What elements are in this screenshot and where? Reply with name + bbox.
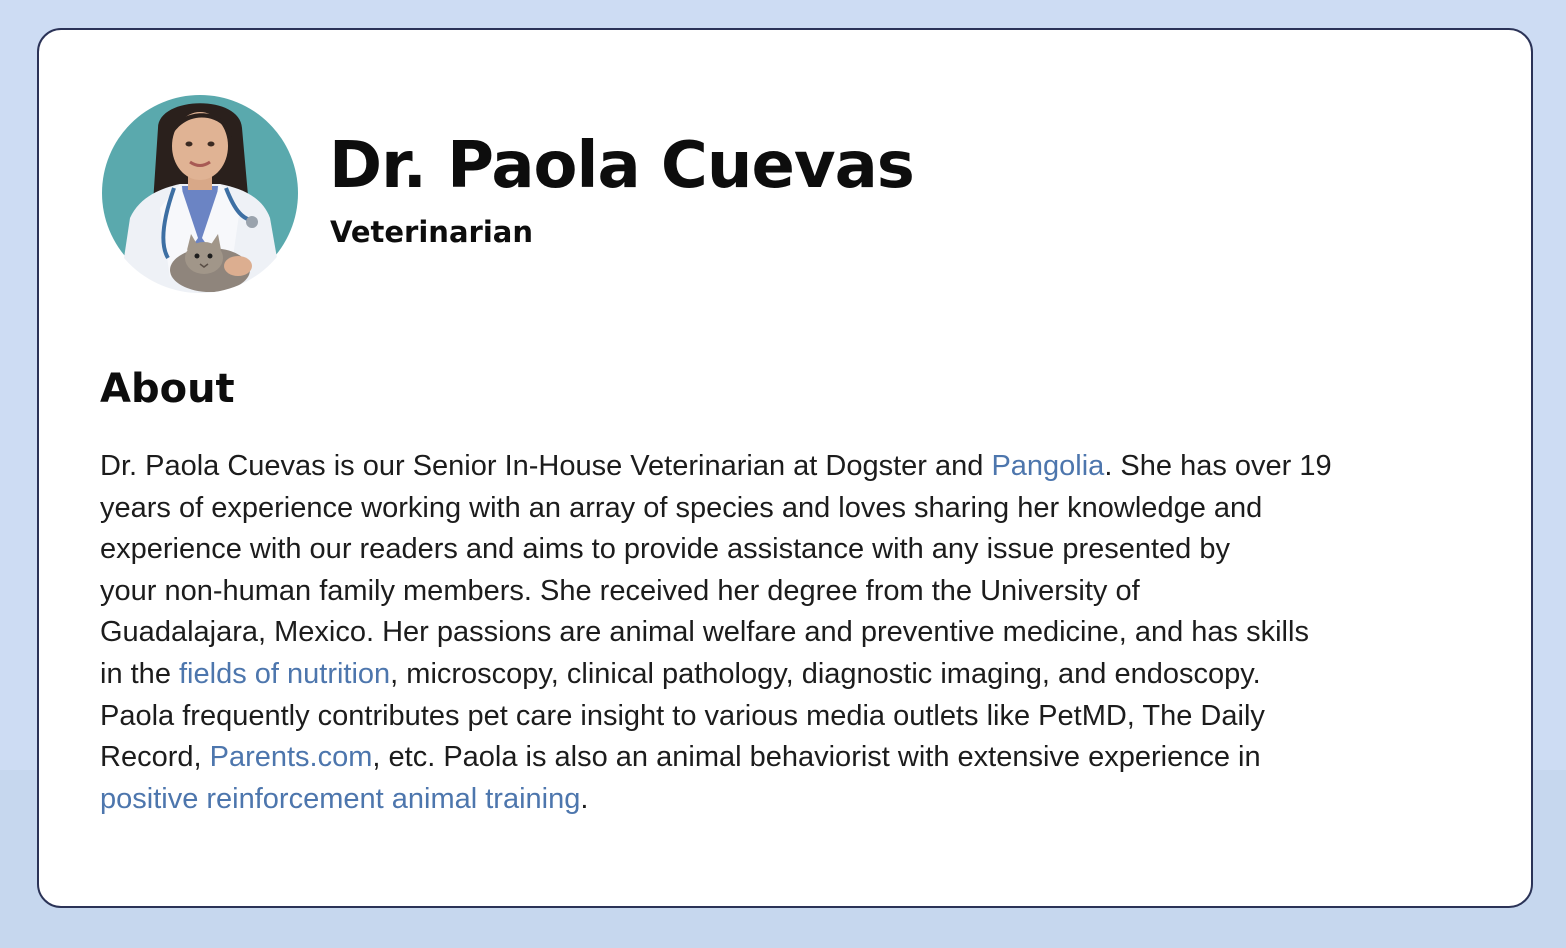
- about-heading: About: [100, 366, 235, 412]
- about-bio: [100, 446, 1478, 820]
- bio-line: [100, 654, 1478, 696]
- bio-text: .: [580, 782, 589, 815]
- parents-com-link[interactable]: Parents.com: [209, 741, 373, 774]
- profile-name: Dr. Paola Cuevas: [329, 129, 914, 203]
- bio-text: , etc. Paola is also an animal behaviorist with extensive experience in: [372, 741, 1261, 774]
- bio-line: years of experience working with an array of species and loves sharing her knowledge and: [100, 491, 1263, 524]
- profile-role: Veterinarian: [330, 215, 533, 249]
- pangolia-link[interactable]: Pangolia: [991, 450, 1105, 482]
- bio-text: , microscopy, clinical pathology, diagnostic imaging, and endoscopy.: [390, 657, 1261, 690]
- bio-text: Dr. Paola Cuevas is our Senior In-House Veterinarian at Dogster and: [100, 450, 992, 482]
- fields-of-nutrition-link[interactable]: fields of nutrition: [179, 657, 391, 690]
- bio-line: your non-human family members. She received her degree from the University of: [100, 574, 1140, 607]
- bio-line: experience with our readers and aims to provide assistance with any issue presented by: [100, 533, 1230, 566]
- bio-text: in the: [100, 657, 179, 690]
- bio-line: [100, 446, 1478, 488]
- profile-card: [37, 28, 1533, 908]
- veterinarian-with-cat-icon: [100, 88, 300, 293]
- bio-line: [100, 779, 1478, 821]
- positive-reinforcement-training-link[interactable]: positive reinforcement animal training: [100, 782, 581, 815]
- bio-text: . She has over 19: [1104, 450, 1332, 482]
- avatar: [100, 88, 300, 293]
- bio-line: [100, 737, 1478, 779]
- bio-line: Paola frequently contributes pet care insight to various media outlets like PetMD, The Daily: [100, 699, 1265, 732]
- bio-text: Record,: [100, 741, 210, 774]
- bio-line: Guadalajara, Mexico. Her passions are animal welfare and preventive medicine, and has skills: [100, 616, 1309, 649]
